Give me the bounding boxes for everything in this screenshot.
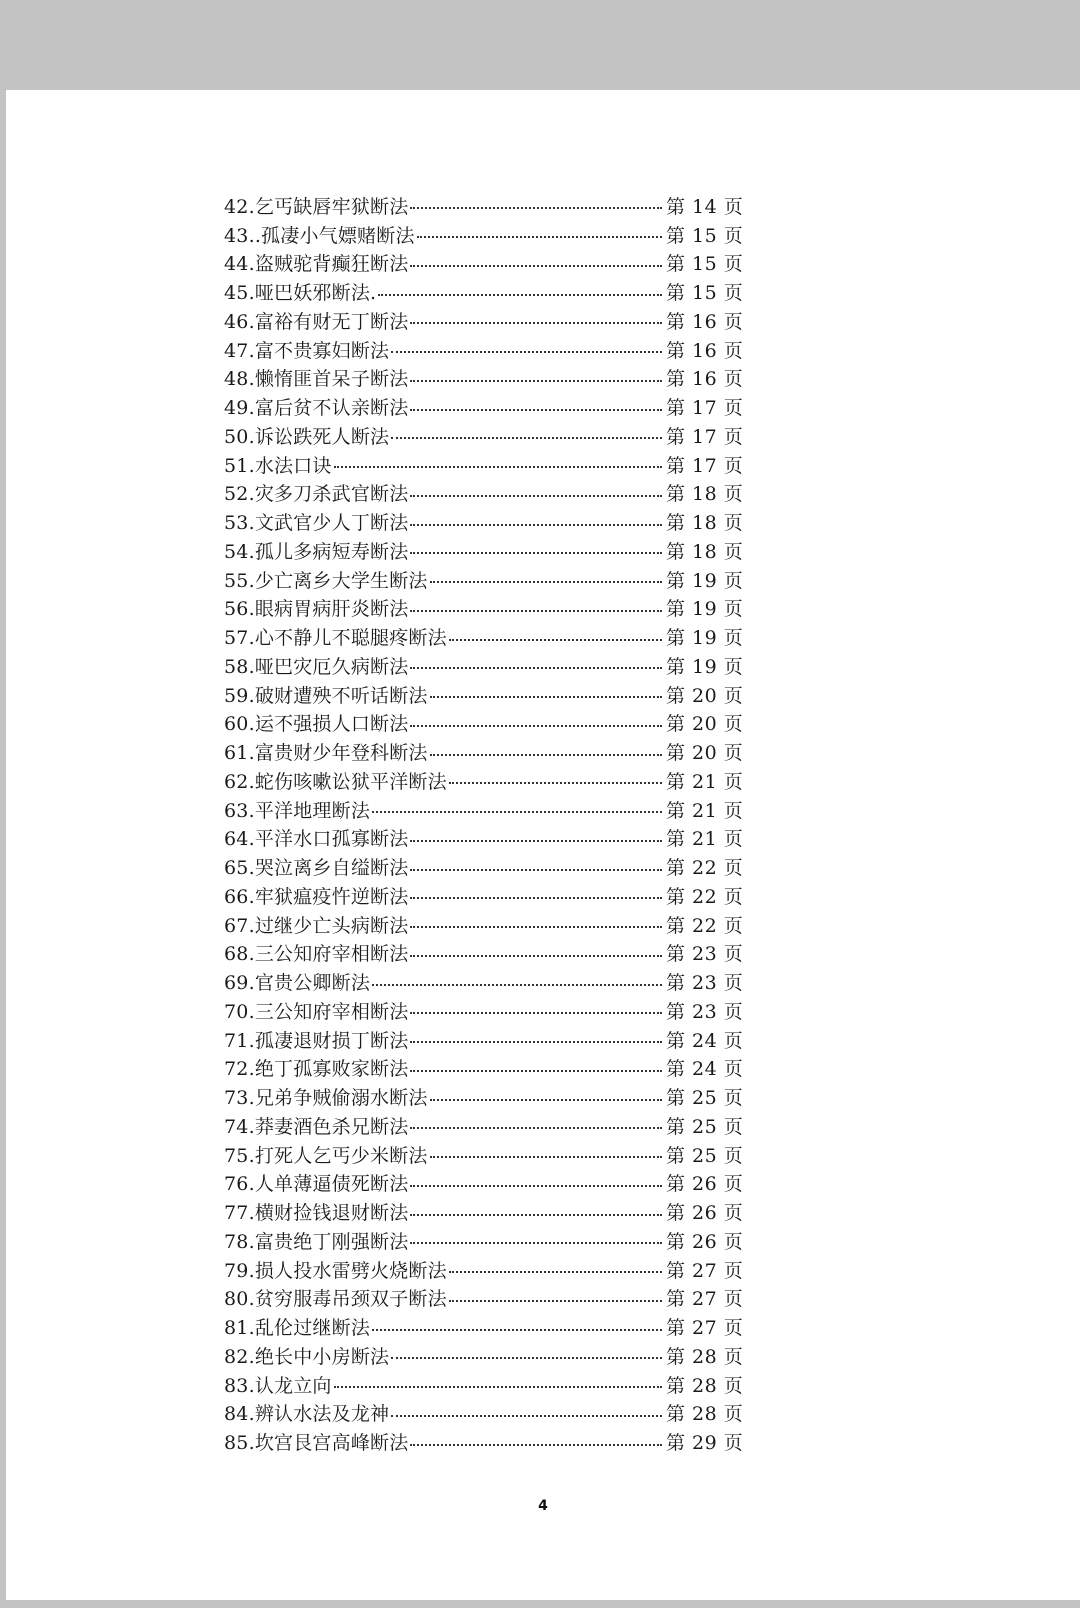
toc-entry-title: 62.蛇伤咳嗽讼狱平洋断法	[224, 770, 447, 793]
toc-dot-leader	[410, 322, 662, 324]
toc-entry	[224, 766, 744, 795]
toc-dot-leader	[410, 1185, 662, 1187]
toc-entry-page: 第 28 页	[666, 1374, 744, 1397]
toc-dot-leader	[410, 725, 662, 727]
toc-dot-leader	[430, 696, 662, 698]
toc-entry-page: 第 18 页	[666, 540, 744, 563]
toc-dot-leader	[410, 869, 662, 871]
toc-entry-title: 70.三公知府宰相断法	[224, 1000, 409, 1023]
toc-entry	[224, 852, 744, 881]
toc-dot-leader	[372, 984, 662, 986]
toc-entry	[224, 1312, 744, 1341]
toc-entry-page: 第 29 页	[666, 1432, 744, 1455]
toc-entry	[224, 277, 744, 306]
toc-dot-leader	[449, 1300, 662, 1302]
toc-entry-title: 78.富贵绝丁刚强断法	[224, 1230, 409, 1253]
toc-entry	[224, 479, 744, 508]
toc-entry-title: 57.心不静儿不聪腿疼断法	[224, 627, 447, 650]
toc-dot-leader	[410, 409, 662, 411]
toc-entry-title: 45.哑巴妖邪断法.	[224, 282, 377, 305]
toc-entry-title: 72.绝丁孤寡败家断法	[224, 1058, 409, 1081]
page-number: 4	[538, 1498, 548, 1514]
toc-entry	[224, 191, 744, 220]
toc-dot-leader	[378, 294, 662, 296]
toc-entry-title: 81.乱伦过继断法	[224, 1317, 371, 1340]
toc-dot-leader	[410, 1012, 662, 1014]
toc-entry-title: 53.文武官少人丁断法	[224, 512, 409, 535]
toc-dot-leader	[410, 380, 662, 382]
toc-entry-page: 第 23 页	[666, 972, 744, 995]
toc-entry	[224, 249, 744, 278]
toc-entry-title: 44.盗贼驼背癫狂断法	[224, 253, 409, 276]
toc-dot-leader	[449, 782, 662, 784]
toc-entry-page: 第 14 页	[666, 195, 744, 218]
toc-entry-page: 第 21 页	[666, 770, 744, 793]
toc-entry-page: 第 19 页	[666, 569, 744, 592]
toc-entry-title: 54.孤儿多病短寿断法	[224, 540, 409, 563]
toc-entry-page: 第 15 页	[666, 253, 744, 276]
toc-entry	[224, 1140, 744, 1169]
toc-entry-title: 42.乞丐缺唇牢狱断法	[224, 195, 409, 218]
toc-entry	[224, 306, 744, 335]
toc-entry-title: 84.辨认水法及龙神	[224, 1403, 390, 1426]
toc-entry-title: 83.认龙立向	[224, 1374, 332, 1397]
toc-entry	[224, 824, 744, 853]
toc-entry-page: 第 20 页	[666, 713, 744, 736]
toc-entry	[224, 1284, 744, 1313]
toc-entry	[224, 1226, 744, 1255]
toc-entry-page: 第 18 页	[666, 483, 744, 506]
toc-dot-leader	[410, 1444, 662, 1446]
toc-entry	[224, 1399, 744, 1428]
toc-dot-leader	[372, 1329, 662, 1331]
toc-entry	[224, 1169, 744, 1198]
toc-entry-title: 65.哭泣离乡自缢断法	[224, 857, 409, 880]
toc-entry	[224, 364, 744, 393]
toc-dot-leader	[417, 236, 662, 238]
toc-entry-page: 第 16 页	[666, 339, 744, 362]
toc-dot-leader	[410, 1214, 662, 1216]
toc-entry	[224, 1025, 744, 1054]
toc-entry	[224, 507, 744, 536]
toc-dot-leader	[410, 495, 662, 497]
toc-dot-leader	[410, 552, 662, 554]
toc-entry	[224, 680, 744, 709]
toc-entry-page: 第 28 页	[666, 1403, 744, 1426]
toc-dot-leader	[410, 955, 662, 957]
toc-dot-leader	[391, 437, 662, 439]
toc-entry-page: 第 26 页	[666, 1202, 744, 1225]
toc-entry-page: 第 16 页	[666, 368, 744, 391]
toc-entry	[224, 967, 744, 996]
toc-dot-leader	[372, 811, 662, 813]
toc-entry	[224, 622, 744, 651]
toc-entry	[224, 1082, 744, 1111]
toc-entry-page: 第 20 页	[666, 684, 744, 707]
toc-dot-leader	[430, 754, 662, 756]
toc-entry-title: 67.过继少亡头病断法	[224, 914, 409, 937]
toc-entry-title: 49.富后贫不认亲断法	[224, 397, 409, 420]
toc-entry	[224, 565, 744, 594]
toc-entry-page: 第 15 页	[666, 282, 744, 305]
toc-dot-leader	[449, 639, 662, 641]
toc-entry-page: 第 17 页	[666, 454, 744, 477]
toc-entry-title: 58.哑巴灾厄久病断法	[224, 655, 409, 678]
toc-entry-page: 第 16 页	[666, 310, 744, 333]
toc-entry	[224, 594, 744, 623]
toc-entry-title: 48.懒惰匪首呆子断法	[224, 368, 409, 391]
table-of-contents	[224, 191, 744, 1456]
toc-entry-page: 第 19 页	[666, 627, 744, 650]
toc-entry	[224, 1197, 744, 1226]
toc-entry-page: 第 28 页	[666, 1345, 744, 1368]
toc-entry-page: 第 23 页	[666, 1000, 744, 1023]
toc-entry-page: 第 22 页	[666, 885, 744, 908]
toc-dot-leader	[410, 265, 662, 267]
toc-entry-page: 第 25 页	[666, 1144, 744, 1167]
toc-entry	[224, 651, 744, 680]
toc-entry-page: 第 21 页	[666, 828, 744, 851]
toc-dot-leader	[410, 1041, 662, 1043]
toc-entry-page: 第 17 页	[666, 425, 744, 448]
toc-entry-page: 第 26 页	[666, 1173, 744, 1196]
toc-entry	[224, 335, 744, 364]
toc-entry-title: 73.兄弟争贼偷溺水断法	[224, 1087, 428, 1110]
toc-entry-page: 第 21 页	[666, 799, 744, 822]
toc-entry-page: 第 22 页	[666, 857, 744, 880]
toc-entry-title: 85.坎宫艮宫高峰断法	[224, 1432, 409, 1455]
toc-dot-leader	[410, 667, 662, 669]
toc-entry-title: 47.富不贵寡妇断法	[224, 339, 390, 362]
toc-entry	[224, 450, 744, 479]
toc-entry	[224, 1341, 744, 1370]
toc-entry-title: 80.贫穷服毒吊颈双子断法	[224, 1288, 447, 1311]
toc-entry-title: 69.官贵公卿断法	[224, 972, 371, 995]
toc-entry	[224, 536, 744, 565]
toc-entry	[224, 392, 744, 421]
toc-entry-page: 第 22 页	[666, 914, 744, 937]
toc-entry-title: 59.破财遭殃不听话断法	[224, 684, 428, 707]
toc-entry	[224, 996, 744, 1025]
toc-entry	[224, 421, 744, 450]
toc-entry-title: 79.损人投水雷劈火烧断法	[224, 1259, 447, 1282]
toc-dot-leader	[410, 1070, 662, 1072]
toc-dot-leader	[430, 1099, 662, 1101]
toc-dot-leader	[391, 1415, 662, 1417]
toc-entry-page: 第 18 页	[666, 512, 744, 535]
toc-entry	[224, 737, 744, 766]
toc-entry-title: 75.打死人乞丐少米断法	[224, 1144, 428, 1167]
toc-dot-leader	[410, 840, 662, 842]
toc-entry-title: 71.孤凄退财损丁断法	[224, 1029, 409, 1052]
toc-entry-page: 第 27 页	[666, 1288, 744, 1311]
toc-entry-page: 第 25 页	[666, 1115, 744, 1138]
toc-entry	[224, 1111, 744, 1140]
toc-entry-page: 第 27 页	[666, 1259, 744, 1282]
toc-entry-page: 第 27 页	[666, 1317, 744, 1340]
toc-entry-title: 63.平洋地理断法	[224, 799, 371, 822]
toc-dot-leader	[391, 351, 662, 353]
toc-entry-title: 51.水法口诀	[224, 454, 332, 477]
toc-dot-leader	[430, 1156, 662, 1158]
toc-entry	[224, 795, 744, 824]
toc-dot-leader	[391, 1357, 662, 1359]
toc-entry-page: 第 26 页	[666, 1230, 744, 1253]
toc-entry-page: 第 24 页	[666, 1058, 744, 1081]
toc-entry-title: 52.灾多刀杀武官断法	[224, 483, 409, 506]
toc-entry-page: 第 19 页	[666, 598, 744, 621]
toc-dot-leader	[410, 1127, 662, 1129]
toc-entry	[224, 1054, 744, 1083]
toc-entry-title: 56.眼病胃病肝炎断法	[224, 598, 409, 621]
toc-entry-title: 66.牢狱瘟疫忤逆断法	[224, 885, 409, 908]
toc-entry	[224, 939, 744, 968]
toc-entry	[224, 1370, 744, 1399]
document-page	[6, 90, 1080, 1600]
toc-entry-page: 第 20 页	[666, 742, 744, 765]
toc-entry	[224, 709, 744, 738]
toc-dot-leader	[430, 581, 662, 583]
toc-dot-leader	[410, 897, 662, 899]
toc-entry-title: 50.诉讼跌死人断法	[224, 425, 390, 448]
toc-entry-title: 68.三公知府宰相断法	[224, 943, 409, 966]
toc-dot-leader	[334, 466, 662, 468]
toc-entry-title: 61.富贵财少年登科断法	[224, 742, 428, 765]
toc-dot-leader	[410, 1242, 662, 1244]
toc-dot-leader	[449, 1271, 662, 1273]
toc-entry-title: 43..孤凄小气嫖赌断法	[224, 224, 415, 247]
toc-entry-title: 74.莽妻酒色杀兄断法	[224, 1115, 409, 1138]
toc-entry-page: 第 24 页	[666, 1029, 744, 1052]
toc-entry-title: 76.人单薄逼债死断法	[224, 1173, 409, 1196]
toc-dot-leader	[410, 524, 662, 526]
toc-entry	[224, 1255, 744, 1284]
toc-entry-title: 46.富裕有财无丁断法	[224, 310, 409, 333]
toc-entry-title: 55.少亡离乡大学生断法	[224, 569, 428, 592]
toc-entry-page: 第 23 页	[666, 943, 744, 966]
toc-entry-title: 77.横财捡钱退财断法	[224, 1202, 409, 1225]
toc-entry	[224, 910, 744, 939]
toc-entry-title: 64.平洋水口孤寡断法	[224, 828, 409, 851]
toc-entry-page: 第 19 页	[666, 655, 744, 678]
toc-entry-page: 第 25 页	[666, 1087, 744, 1110]
toc-entry	[224, 881, 744, 910]
toc-entry-page: 第 15 页	[666, 224, 744, 247]
toc-dot-leader	[334, 1386, 662, 1388]
toc-entry	[224, 1427, 744, 1456]
toc-entry-title: 82.绝长中小房断法	[224, 1345, 390, 1368]
toc-entry-page: 第 17 页	[666, 397, 744, 420]
toc-entry	[224, 220, 744, 249]
toc-dot-leader	[410, 926, 662, 928]
toc-entry-title: 60.运不强损人口断法	[224, 713, 409, 736]
toc-dot-leader	[410, 207, 662, 209]
toc-dot-leader	[410, 610, 662, 612]
